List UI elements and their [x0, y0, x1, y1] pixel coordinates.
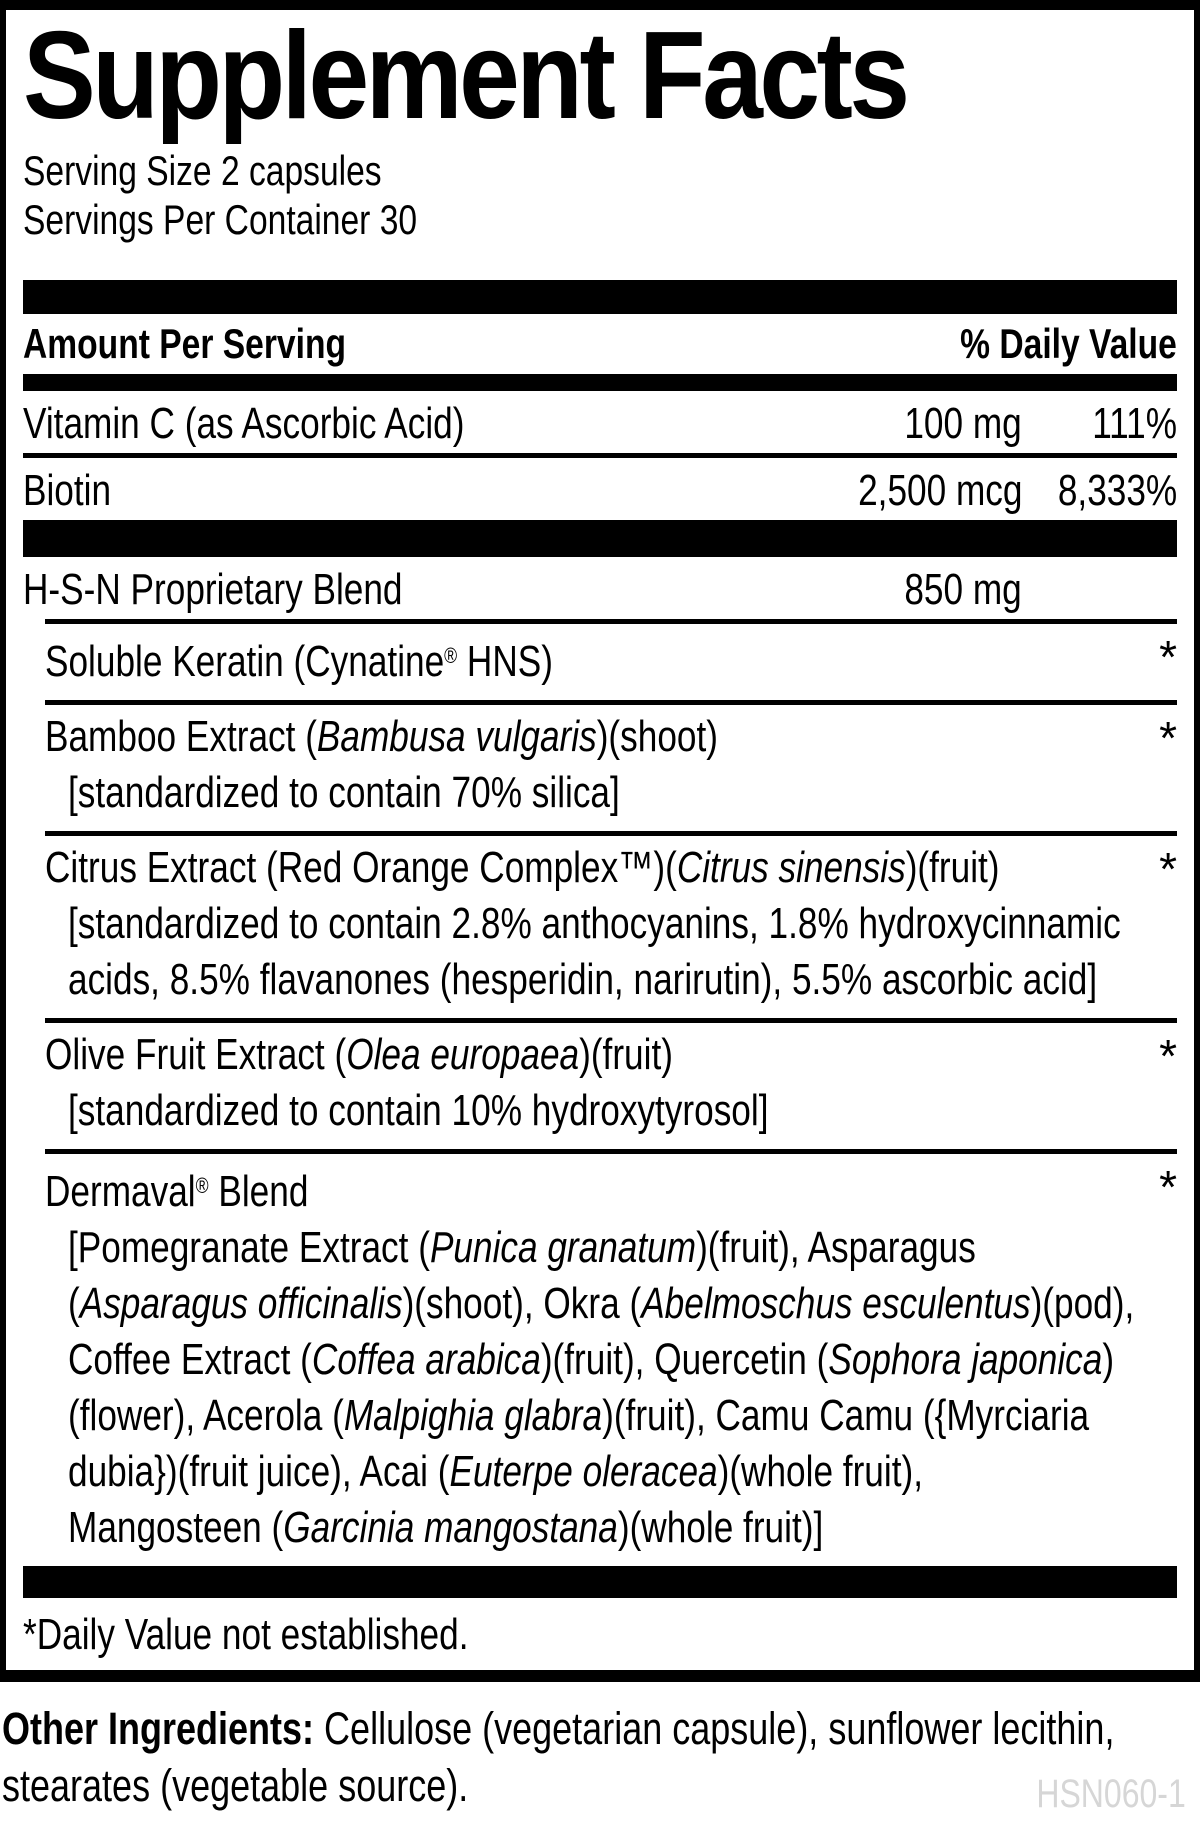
ingredient-line: Citrus Extract (Red Orange Complex™)(Citrus sinensis)(fruit) — [45, 842, 1000, 892]
blend-amount: 850 mg — [904, 564, 1022, 614]
ingredient-line: (flower), Acerola (Malpighia glabra)(fruit), Camu Camu ({Myrciaria — [68, 1391, 1090, 1441]
daily-value-footnote: *Daily Value not established. — [23, 1610, 469, 1660]
ingredient-line: Mangosteen (Garcinia mangostana)(whole fruit)] — [68, 1503, 824, 1553]
dv-asterisk: * — [1159, 630, 1177, 683]
panel-title — [23, 7, 1177, 145]
header-divider-bar — [23, 374, 1177, 391]
servings-per-container: Servings Per Container 30 — [23, 195, 418, 243]
ingredient-line: [standardized to contain 2.8% anthocyanins, 1.8% hydroxycinnamic — [68, 898, 1121, 948]
amount-per-serving-header: Amount Per Serving — [23, 319, 346, 367]
serving-info — [23, 146, 1177, 244]
product-code: HSN060-1 — [1036, 1772, 1186, 1816]
panel-title-text: Supplement Facts — [23, 7, 907, 145]
ingredient-line: acids, 8.5% flavanones (hesperidin, narirutin), 5.5% ascorbic acid] — [68, 954, 1098, 1004]
blend-ingredient-citrus-extract — [45, 836, 1177, 1018]
nutrient-row-biotin — [23, 458, 1177, 520]
nutrient-name: Vitamin C (as Ascorbic Acid) — [23, 398, 465, 448]
nutrient-name: Biotin — [23, 465, 112, 515]
serving-size: Serving Size 2 capsules — [23, 146, 382, 194]
ingredient-line: Soluble Keratin (Cynatine® HNS) — [45, 636, 553, 686]
ingredient-line: (Asparagus officinalis)(shoot), Okra (Abelmoschus esculentus)(pod), — [68, 1279, 1135, 1329]
ingredient-line: [standardized to contain 10% hydroxytyrosol] — [68, 1085, 769, 1135]
thick-divider-bar-top — [23, 280, 1177, 314]
nutrient-dv: 8,333% — [1057, 465, 1177, 515]
ingredient-line: [standardized to contain 70% silica] — [68, 767, 620, 817]
dv-asterisk: * — [1159, 1029, 1177, 1082]
ingredient-line: [Pomegranate Extract (Punica granatum)(fruit), Asparagus — [68, 1223, 976, 1273]
column-header-row — [23, 314, 1177, 374]
nutrient-row-vitamin-c — [23, 391, 1177, 453]
dv-asterisk: * — [1159, 711, 1177, 764]
thick-divider-bar-middle — [23, 520, 1177, 557]
ingredient-line: Bamboo Extract (Bambusa vulgaris)(shoot) — [45, 711, 718, 761]
blend-name: H-S-N Proprietary Blend — [23, 564, 403, 614]
nutrient-amount: 100 mg — [904, 398, 1022, 448]
nutrient-amount: 2,500 mcg — [857, 465, 1022, 515]
ingredient-line: dubia})(fruit juice), Acai (Euterpe oleracea)(whole fruit), — [68, 1447, 923, 1497]
blend-ingredient-soluble-keratin — [45, 624, 1177, 700]
other-ingredients-line2: stearates (vegetable source). — [2, 1760, 469, 1811]
other-ingredients-label: Other Ingredients: — [2, 1703, 315, 1754]
dv-asterisk: * — [1159, 1160, 1177, 1213]
ingredient-line: Coffee Extract (Coffea arabica)(fruit), Quercetin (Sophora japonica) — [68, 1335, 1115, 1385]
nutrient-dv: 111% — [1092, 398, 1177, 448]
other-ingredients-text: Cellulose (vegetarian capsule), sunflower lecithin, — [324, 1703, 1115, 1754]
thick-divider-bar-bottom — [23, 1566, 1177, 1598]
dv-asterisk: * — [1159, 842, 1177, 895]
ingredient-line: Dermaval® Blend — [45, 1167, 309, 1217]
blend-ingredient-olive-fruit-extract — [45, 1023, 1177, 1149]
blend-ingredient-bamboo-extract — [45, 705, 1177, 831]
blend-row — [23, 557, 1177, 619]
other-ingredients-line1 — [2, 1700, 1200, 1757]
blend-ingredient-dermaval-blend — [45, 1154, 1177, 1566]
ingredient-line: Olive Fruit Extract (Olea europaea)(fruit) — [45, 1029, 673, 1079]
daily-value-header: % Daily Value — [960, 319, 1177, 367]
